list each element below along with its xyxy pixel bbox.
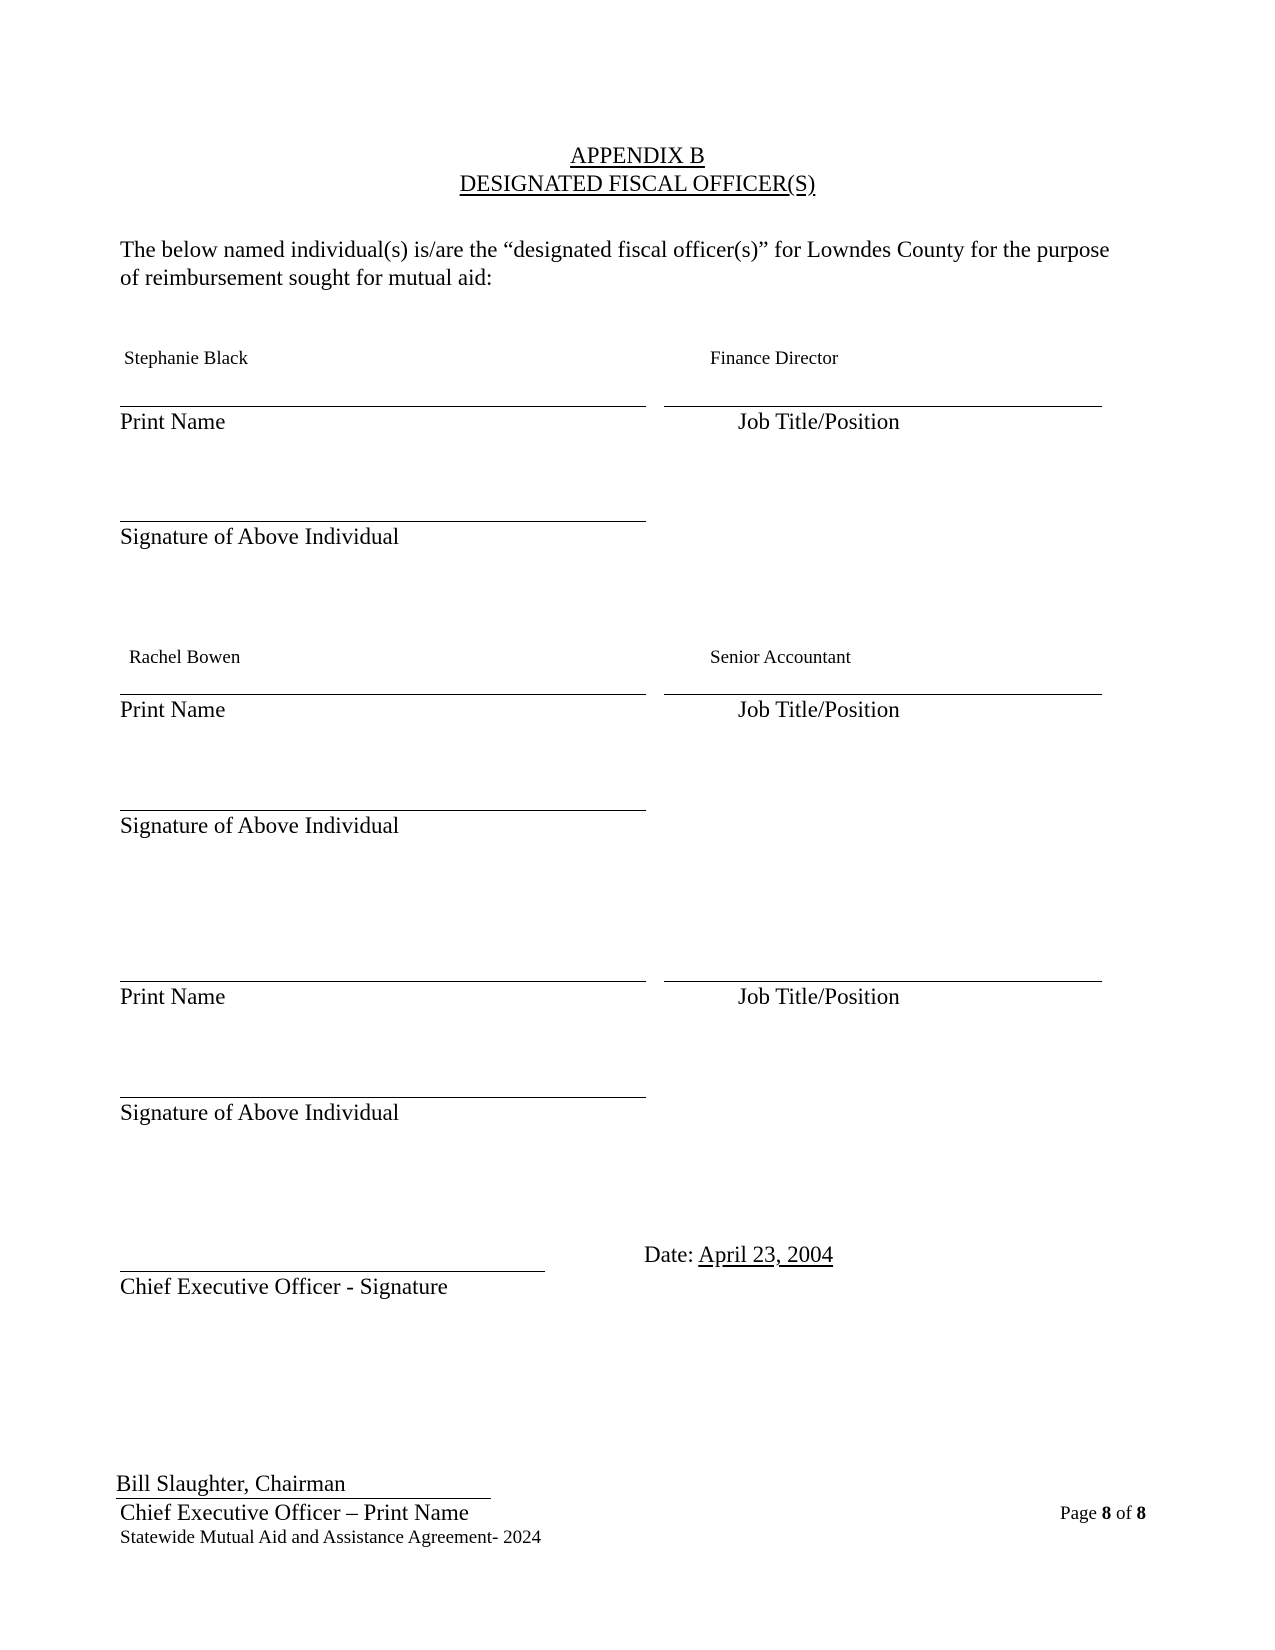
officer-2-job-title-label: Job Title/Position xyxy=(738,697,900,722)
ceo-signature-label: Chief Executive Officer - Signature xyxy=(120,1274,448,1299)
officer-1-job-title-label: Job Title/Position xyxy=(738,409,900,434)
officer-2-print-name-label: Print Name xyxy=(120,697,226,722)
ceo-printed-name: Bill Slaughter, Chairman xyxy=(116,1471,346,1496)
officer-2-name-line xyxy=(120,694,646,695)
date-label: Date: xyxy=(644,1242,694,1267)
footer-agreement-title: Statewide Mutual Aid and Assistance Agreement- 2024 xyxy=(120,1527,542,1548)
ceo-printed-name-line xyxy=(116,1498,491,1499)
date-value: April 23, 2004 xyxy=(698,1242,834,1267)
appendix-title: APPENDIX B xyxy=(570,143,705,168)
officer-1-signature-line xyxy=(120,521,646,522)
officer-2-signature-label: Signature of Above Individual xyxy=(120,813,400,838)
officer-2-signature-line xyxy=(120,810,646,811)
page-number: Page 8 of 8 xyxy=(1060,1503,1147,1524)
officer-3-signature-label: Signature of Above Individual xyxy=(120,1100,400,1125)
officer-2-title-line xyxy=(664,694,1102,695)
officer-1-name-line xyxy=(120,406,646,407)
intro-paragraph: The below named individual(s) is/are the “designated fiscal officer(s)” for Lowndes County for the purpose of reimbursement sought for mutual aid: xyxy=(120,237,1110,290)
officer-1-title: Finance Director xyxy=(710,348,839,369)
officer-3-title-line xyxy=(664,981,1102,982)
officer-1-title-line xyxy=(664,406,1102,407)
officer-1-signature-label: Signature of Above Individual xyxy=(120,524,400,549)
officer-2-name: Rachel Bowen xyxy=(129,647,241,668)
ceo-print-name-label: Chief Executive Officer – Print Name xyxy=(120,1500,469,1525)
officer-1-print-name-label: Print Name xyxy=(120,409,226,434)
date-field xyxy=(644,1242,833,1268)
officer-1-name: Stephanie Black xyxy=(124,348,248,369)
appendix-subtitle: DESIGNATED FISCAL OFFICER(S) xyxy=(459,171,816,196)
officer-3-name-line xyxy=(120,981,646,982)
ceo-signature-line xyxy=(120,1271,545,1272)
officer-3-job-title-label: Job Title/Position xyxy=(738,984,900,1009)
officer-3-print-name-label: Print Name xyxy=(120,984,226,1009)
officer-2-title: Senior Accountant xyxy=(710,647,851,668)
officer-3-signature-line xyxy=(120,1097,646,1098)
